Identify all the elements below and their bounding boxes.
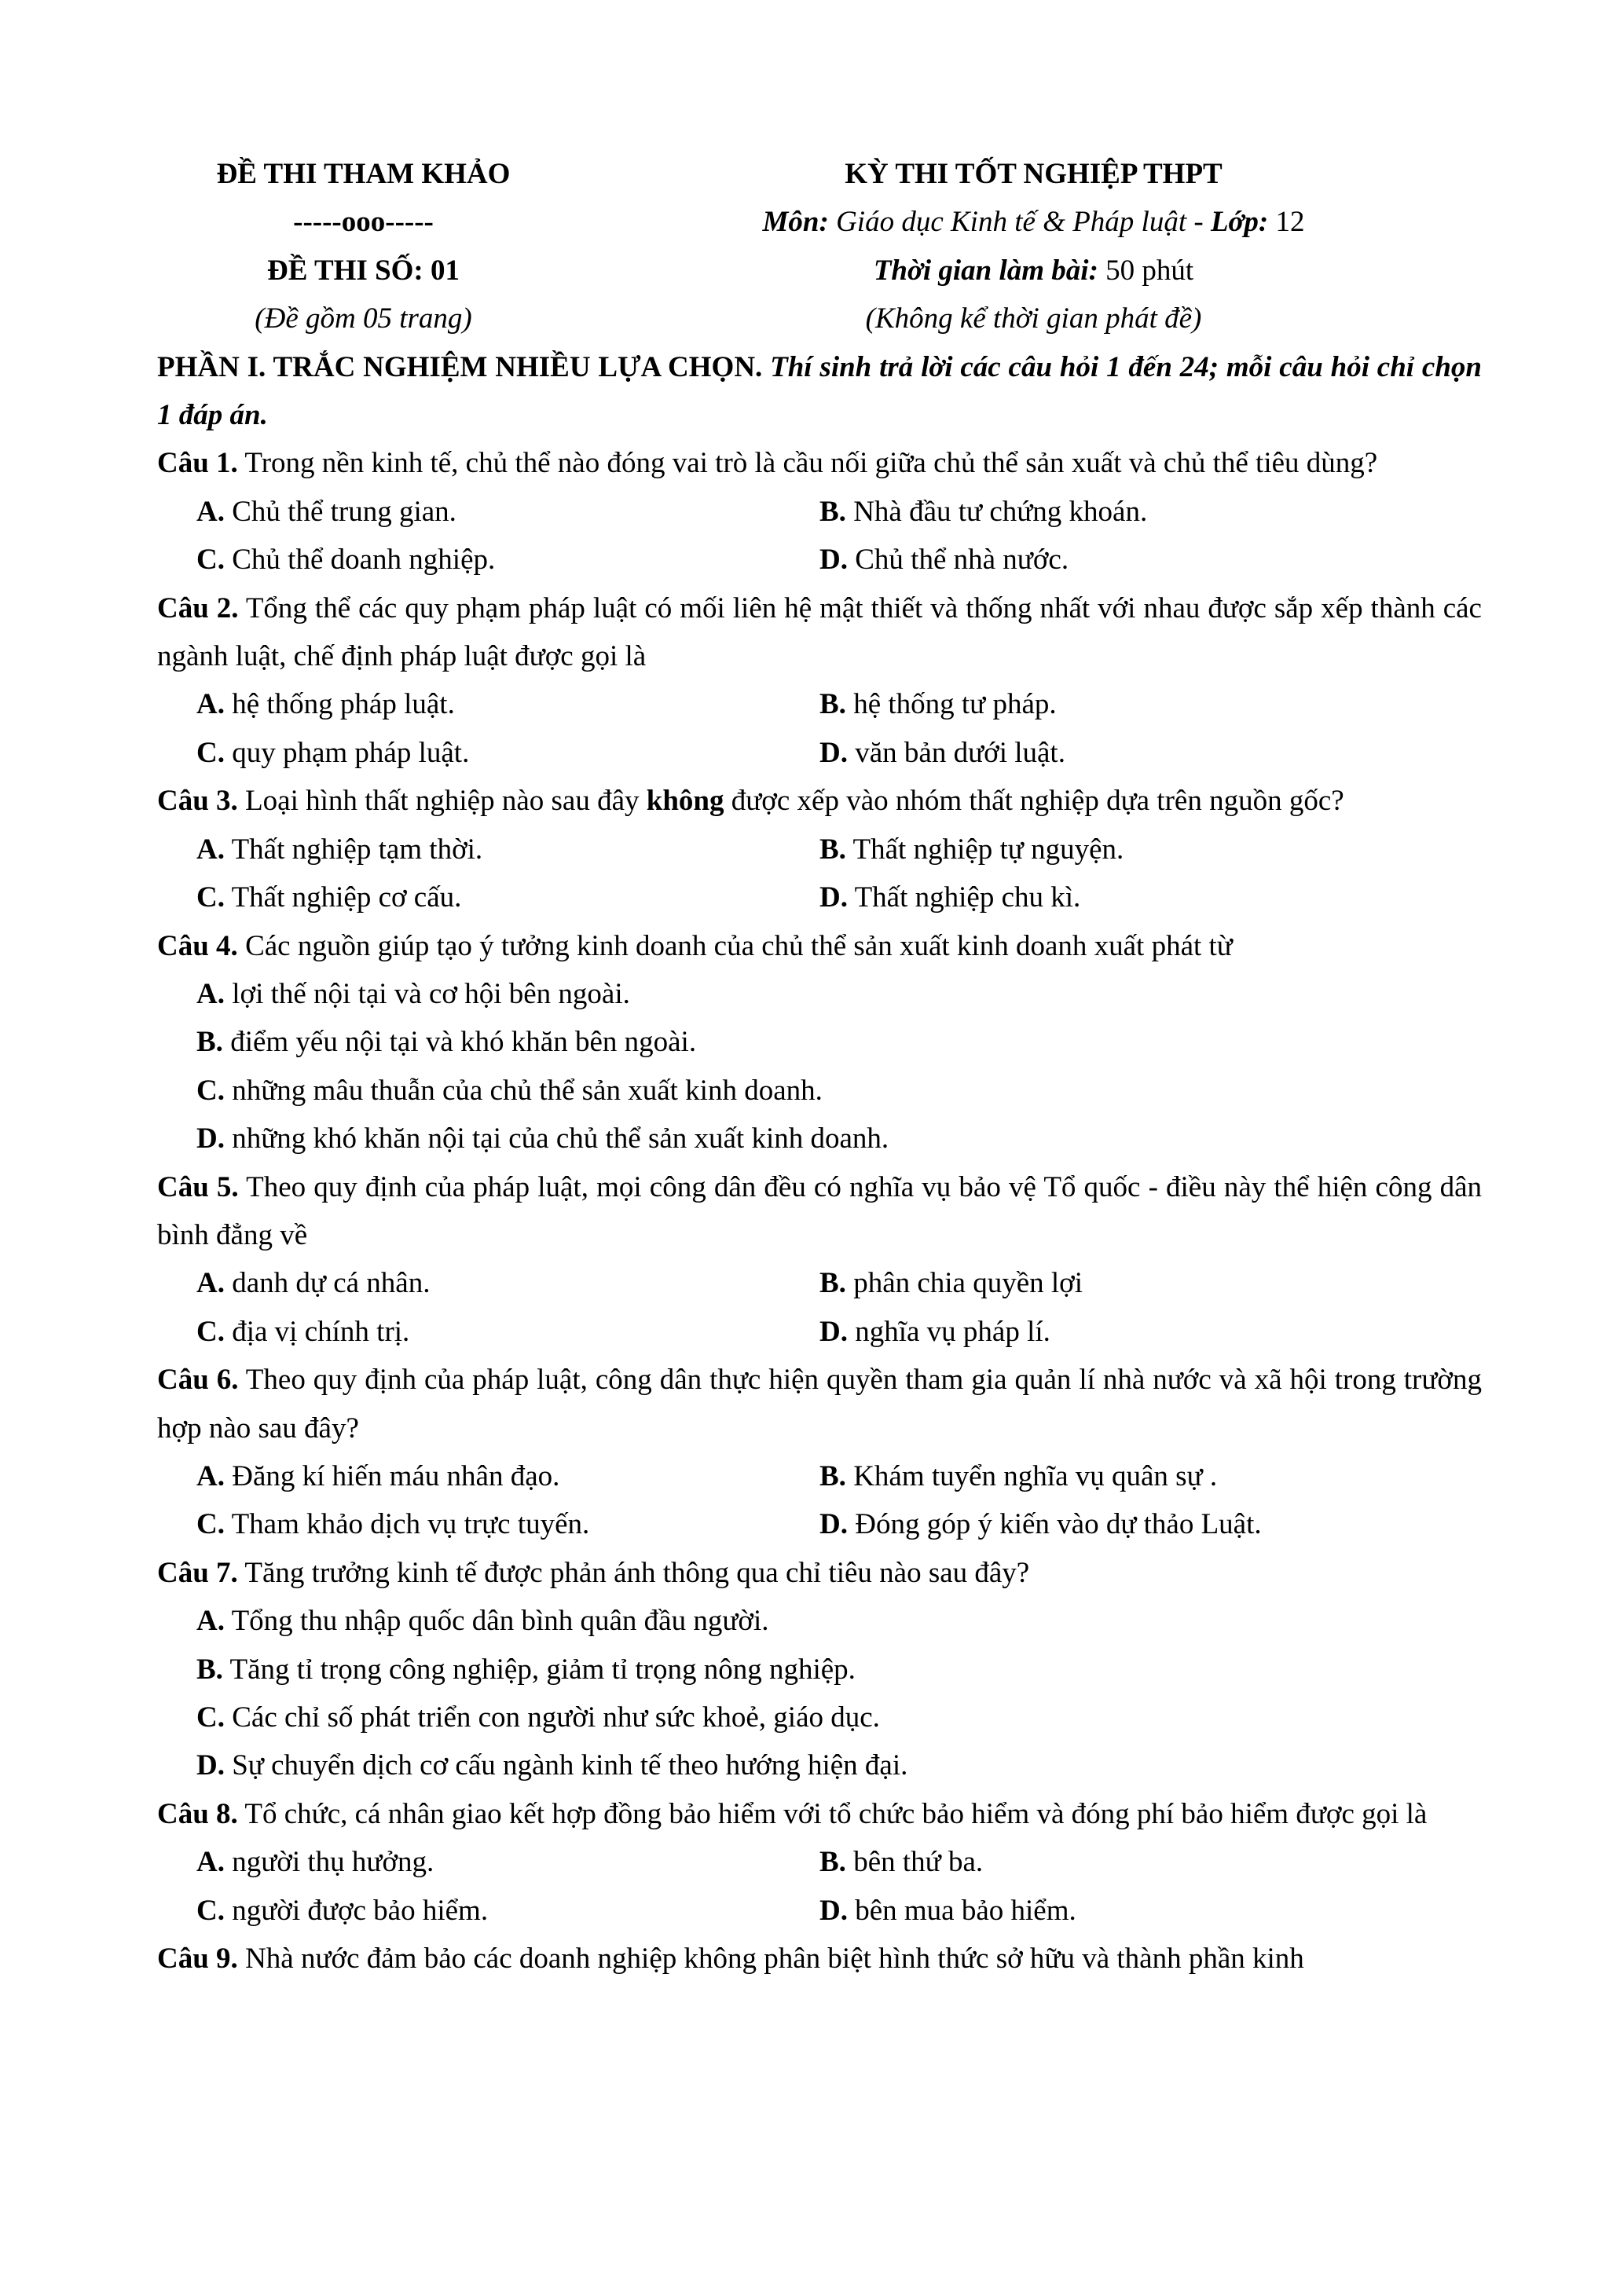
answer-option bbox=[196, 826, 819, 873]
header-left bbox=[157, 150, 585, 343]
question bbox=[157, 1790, 1482, 1935]
option-text: quy phạm pháp luật. bbox=[224, 736, 470, 769]
question-stem bbox=[157, 584, 1482, 681]
part-title: PHẦN I. TRẮC NGHIỆM NHIỀU LỰA CHỌN. bbox=[157, 350, 763, 383]
option-letter: C. bbox=[196, 1701, 225, 1734]
question bbox=[157, 1163, 1482, 1357]
option-letter: A. bbox=[196, 977, 225, 1010]
answer-option bbox=[196, 1067, 1482, 1115]
answer-options bbox=[157, 1452, 1482, 1549]
option-letter: C. bbox=[196, 544, 225, 577]
answer-option bbox=[819, 1452, 1482, 1500]
option-text: Tăng tỉ trọng công nghiệp, giảm tỉ trọng nông nghiệp. bbox=[222, 1653, 856, 1686]
option-letter: A. bbox=[196, 1459, 225, 1492]
question bbox=[157, 777, 1482, 921]
answer-option bbox=[819, 536, 1482, 584]
option-text: người được bảo hiểm. bbox=[224, 1894, 489, 1927]
option-text: Các chỉ số phát triển con người như sức khoẻ, giáo dục. bbox=[224, 1701, 880, 1734]
question-stem bbox=[157, 1790, 1482, 1838]
option-text: bên mua bảo hiểm. bbox=[847, 1894, 1076, 1927]
option-text: Chủ thể trung gian. bbox=[224, 495, 456, 528]
exam-page bbox=[157, 150, 1482, 1983]
question-text: Tăng trưởng kinh tế được phản ánh thông qua chỉ tiêu nào sau đây? bbox=[237, 1556, 1030, 1589]
answer-option bbox=[196, 1838, 819, 1886]
exam-type: ĐỀ THI THAM KHẢO bbox=[216, 158, 511, 190]
answer-option bbox=[819, 1838, 1482, 1886]
question-label: Câu 8. bbox=[157, 1797, 238, 1830]
answer-option bbox=[819, 826, 1482, 873]
option-text: Thất nghiệp cơ cấu. bbox=[224, 881, 462, 914]
answer-option bbox=[819, 1308, 1482, 1356]
question-text: Theo quy định của pháp luật, công dân thực hiện quyền tham gia quản lí nhà nước và xã hội trong trường hợp nào sau đây? bbox=[157, 1364, 1482, 1445]
option-letter: B. bbox=[819, 1267, 846, 1300]
option-text: Chủ thể doanh nghiệp. bbox=[224, 544, 496, 577]
subject: Giáo dục Kinh tế & Pháp luật bbox=[828, 206, 1187, 239]
answer-option bbox=[819, 488, 1482, 536]
answer-option bbox=[196, 729, 819, 777]
question-stem bbox=[157, 1549, 1482, 1597]
option-letter: B. bbox=[819, 688, 846, 721]
option-text: Sự chuyển dịch cơ cấu ngành kinh tế theo hướng hiện đại. bbox=[224, 1749, 908, 1782]
exam-header bbox=[157, 150, 1482, 343]
question-stem bbox=[157, 1163, 1482, 1260]
question-text: Trong nền kinh tế, chủ thể nào đóng vai trò là cầu nối giữa chủ thể sản xuất và chủ thể tiêu dùng? bbox=[237, 447, 1378, 480]
time-label: Thời gian làm bài: bbox=[873, 254, 1098, 287]
grade-sep: - bbox=[1186, 206, 1211, 239]
answer-option bbox=[819, 1259, 1482, 1307]
option-letter: D. bbox=[819, 1315, 848, 1348]
question bbox=[157, 1935, 1482, 1983]
question-label: Câu 7. bbox=[157, 1556, 238, 1589]
answer-option bbox=[196, 1694, 1482, 1741]
question bbox=[157, 922, 1482, 1163]
option-text: lợi thế nội tại và cơ hội bên ngoài. bbox=[224, 977, 630, 1010]
option-letter: C. bbox=[196, 881, 225, 914]
subject-label: Môn: bbox=[762, 206, 829, 239]
question bbox=[157, 439, 1482, 584]
option-text: danh dự cá nhân. bbox=[224, 1267, 431, 1300]
grade-label: Lớp: bbox=[1210, 206, 1269, 239]
answer-option bbox=[196, 1308, 819, 1356]
option-text: Thất nghiệp tạm thời. bbox=[224, 833, 483, 866]
question-text: Nhà nước đảm bảo các doanh nghiệp không phân biệt hình thức sở hữu và thành phần kinh bbox=[237, 1943, 1304, 1976]
option-letter: B. bbox=[819, 833, 846, 866]
question-text: Tổ chức, cá nhân giao kết hợp đồng bảo hiểm với tổ chức bảo hiểm và đóng phí bảo hiểm được gọi là bbox=[237, 1797, 1428, 1830]
answer-options bbox=[157, 488, 1482, 584]
option-text: văn bản dưới luật. bbox=[847, 736, 1065, 769]
option-letter: B. bbox=[819, 1846, 846, 1879]
option-text: những khó khăn nội tại của chủ thể sản xuất kinh doanh. bbox=[224, 1122, 889, 1155]
answer-option bbox=[196, 1018, 1482, 1066]
answer-option bbox=[196, 970, 1482, 1018]
option-letter: B. bbox=[819, 1459, 846, 1492]
answer-option bbox=[196, 1887, 819, 1935]
question bbox=[157, 584, 1482, 778]
option-letter: D. bbox=[819, 881, 848, 914]
exam-title: KỲ THI TỐT NGHIỆP THPT bbox=[845, 158, 1223, 190]
option-text: phân chia quyền lợi bbox=[845, 1267, 1083, 1300]
option-letter: C. bbox=[196, 1315, 225, 1348]
question-stem bbox=[157, 777, 1482, 825]
option-letter: A. bbox=[196, 833, 225, 866]
question-stem bbox=[157, 439, 1482, 487]
answer-options bbox=[157, 1259, 1482, 1356]
option-text: Nhà đầu tư chứng khoán. bbox=[845, 495, 1148, 528]
time-note: (Không kể thời gian phát đề) bbox=[865, 302, 1202, 335]
option-letter: A. bbox=[196, 1605, 225, 1638]
option-text: nghĩa vụ pháp lí. bbox=[847, 1315, 1050, 1348]
part-heading bbox=[157, 343, 1482, 440]
answer-option bbox=[196, 488, 819, 536]
question-label: Câu 6. bbox=[157, 1364, 239, 1397]
option-letter: A. bbox=[196, 1267, 225, 1300]
header-divider: -----ooo----- bbox=[293, 206, 434, 239]
answer-option bbox=[819, 680, 1482, 728]
question-stem bbox=[157, 1356, 1482, 1452]
option-letter: B. bbox=[196, 1653, 223, 1686]
option-text: Tham khảo dịch vụ trực tuyến. bbox=[224, 1508, 590, 1541]
question-list bbox=[157, 439, 1482, 1983]
option-text: điểm yếu nội tại và khó khăn bên ngoài. bbox=[222, 1026, 697, 1059]
question-label: Câu 5. bbox=[157, 1170, 239, 1203]
option-letter: D. bbox=[196, 1122, 225, 1155]
option-letter: D. bbox=[819, 544, 848, 577]
option-text: Đăng kí hiến máu nhân đạo. bbox=[224, 1459, 560, 1492]
answer-option bbox=[196, 1646, 1482, 1694]
question-stem bbox=[157, 1935, 1482, 1983]
question bbox=[157, 1356, 1482, 1549]
option-text: địa vị chính trị. bbox=[224, 1315, 410, 1348]
option-letter: C. bbox=[196, 1894, 225, 1927]
question-text: Theo quy định của pháp luật, mọi công dân đều có nghĩa vụ bảo vệ Tổ quốc - điều này thể hiện công dân bình đẳng về bbox=[157, 1170, 1482, 1251]
answer-option bbox=[196, 1259, 819, 1307]
option-letter: D. bbox=[819, 736, 848, 769]
option-letter: A. bbox=[196, 688, 225, 721]
question-text: Các nguồn giúp tạo ý tưởng kinh doanh của chủ thể sản xuất kinh doanh xuất phát từ bbox=[237, 929, 1233, 962]
question-label: Câu 1. bbox=[157, 447, 238, 480]
option-text: bên thứ ba. bbox=[845, 1846, 984, 1879]
option-letter: B. bbox=[819, 495, 846, 528]
subject-line bbox=[585, 198, 1482, 246]
question-label: Câu 2. bbox=[157, 591, 239, 624]
option-text: hệ thống pháp luật. bbox=[224, 688, 455, 721]
answer-option bbox=[819, 873, 1482, 921]
question-text: Tổng thể các quy phạm pháp luật có mối liên hệ mật thiết và thống nhất với nhau được sắp xếp thành các ngành luật, chế định pháp luật được gọi là bbox=[157, 591, 1482, 673]
answer-option bbox=[196, 1115, 1482, 1163]
question-label: Câu 3. bbox=[157, 785, 238, 818]
time-line bbox=[585, 247, 1482, 295]
option-text: Thất nghiệp tự nguyện. bbox=[845, 833, 1124, 866]
option-letter: B. bbox=[196, 1026, 223, 1059]
answer-option bbox=[196, 873, 819, 921]
question-stem bbox=[157, 922, 1482, 970]
answer-options bbox=[157, 680, 1482, 777]
option-letter: C. bbox=[196, 1508, 225, 1541]
time: 50 phút bbox=[1098, 254, 1194, 287]
answer-option bbox=[196, 680, 819, 728]
option-text: hệ thống tư pháp. bbox=[845, 688, 1057, 721]
option-letter: D. bbox=[819, 1508, 848, 1541]
question-label: Câu 4. bbox=[157, 929, 238, 962]
option-text: Tổng thu nhập quốc dân bình quân đầu người. bbox=[224, 1605, 769, 1638]
option-text: Khám tuyển nghĩa vụ quân sự . bbox=[845, 1459, 1218, 1492]
answer-option bbox=[819, 729, 1482, 777]
question-label: Câu 9. bbox=[157, 1943, 238, 1976]
option-text: những mâu thuẫn của chủ thể sản xuất kinh doanh. bbox=[224, 1074, 823, 1107]
part-instruction: Thí sinh trả lời các câu hỏi 1 đến 24; mỗi câu hỏi chỉ chọn 1 đáp án. bbox=[157, 350, 1483, 432]
option-letter: D. bbox=[196, 1749, 225, 1782]
answer-option bbox=[819, 1887, 1482, 1935]
answer-option bbox=[196, 536, 819, 584]
option-text: Chủ thể nhà nước. bbox=[847, 544, 1069, 577]
question-text: Loại hình thất nghiệp nào sau đây bbox=[237, 785, 647, 818]
answer-option bbox=[819, 1500, 1482, 1548]
answer-options bbox=[157, 1838, 1482, 1935]
option-letter: A. bbox=[196, 495, 225, 528]
answer-option bbox=[196, 1741, 1482, 1789]
question bbox=[157, 1549, 1482, 1790]
option-text: Đóng góp ý kiến vào dự thảo Luật. bbox=[847, 1508, 1262, 1541]
answer-options bbox=[157, 970, 1482, 1163]
answer-option bbox=[196, 1597, 1482, 1645]
answer-options bbox=[157, 1597, 1482, 1790]
question-text: không bbox=[646, 785, 724, 818]
option-text: người thụ hưởng. bbox=[224, 1846, 434, 1879]
page-count: (Đề gồm 05 trang) bbox=[255, 302, 472, 335]
answer-option bbox=[196, 1500, 819, 1548]
answer-option bbox=[196, 1452, 819, 1500]
option-text: Thất nghiệp chu kì. bbox=[847, 881, 1081, 914]
grade: 12 bbox=[1268, 206, 1305, 239]
answer-options bbox=[157, 826, 1482, 922]
option-letter: D. bbox=[819, 1894, 848, 1927]
question-text: được xếp vào nhóm thất nghiệp dựa trên nguồn gốc? bbox=[724, 785, 1344, 818]
option-letter: A. bbox=[196, 1846, 225, 1879]
option-letter: C. bbox=[196, 736, 225, 769]
option-letter: C. bbox=[196, 1074, 225, 1107]
header-right bbox=[585, 150, 1482, 343]
exam-number: ĐỀ THI SỐ: 01 bbox=[266, 254, 460, 287]
